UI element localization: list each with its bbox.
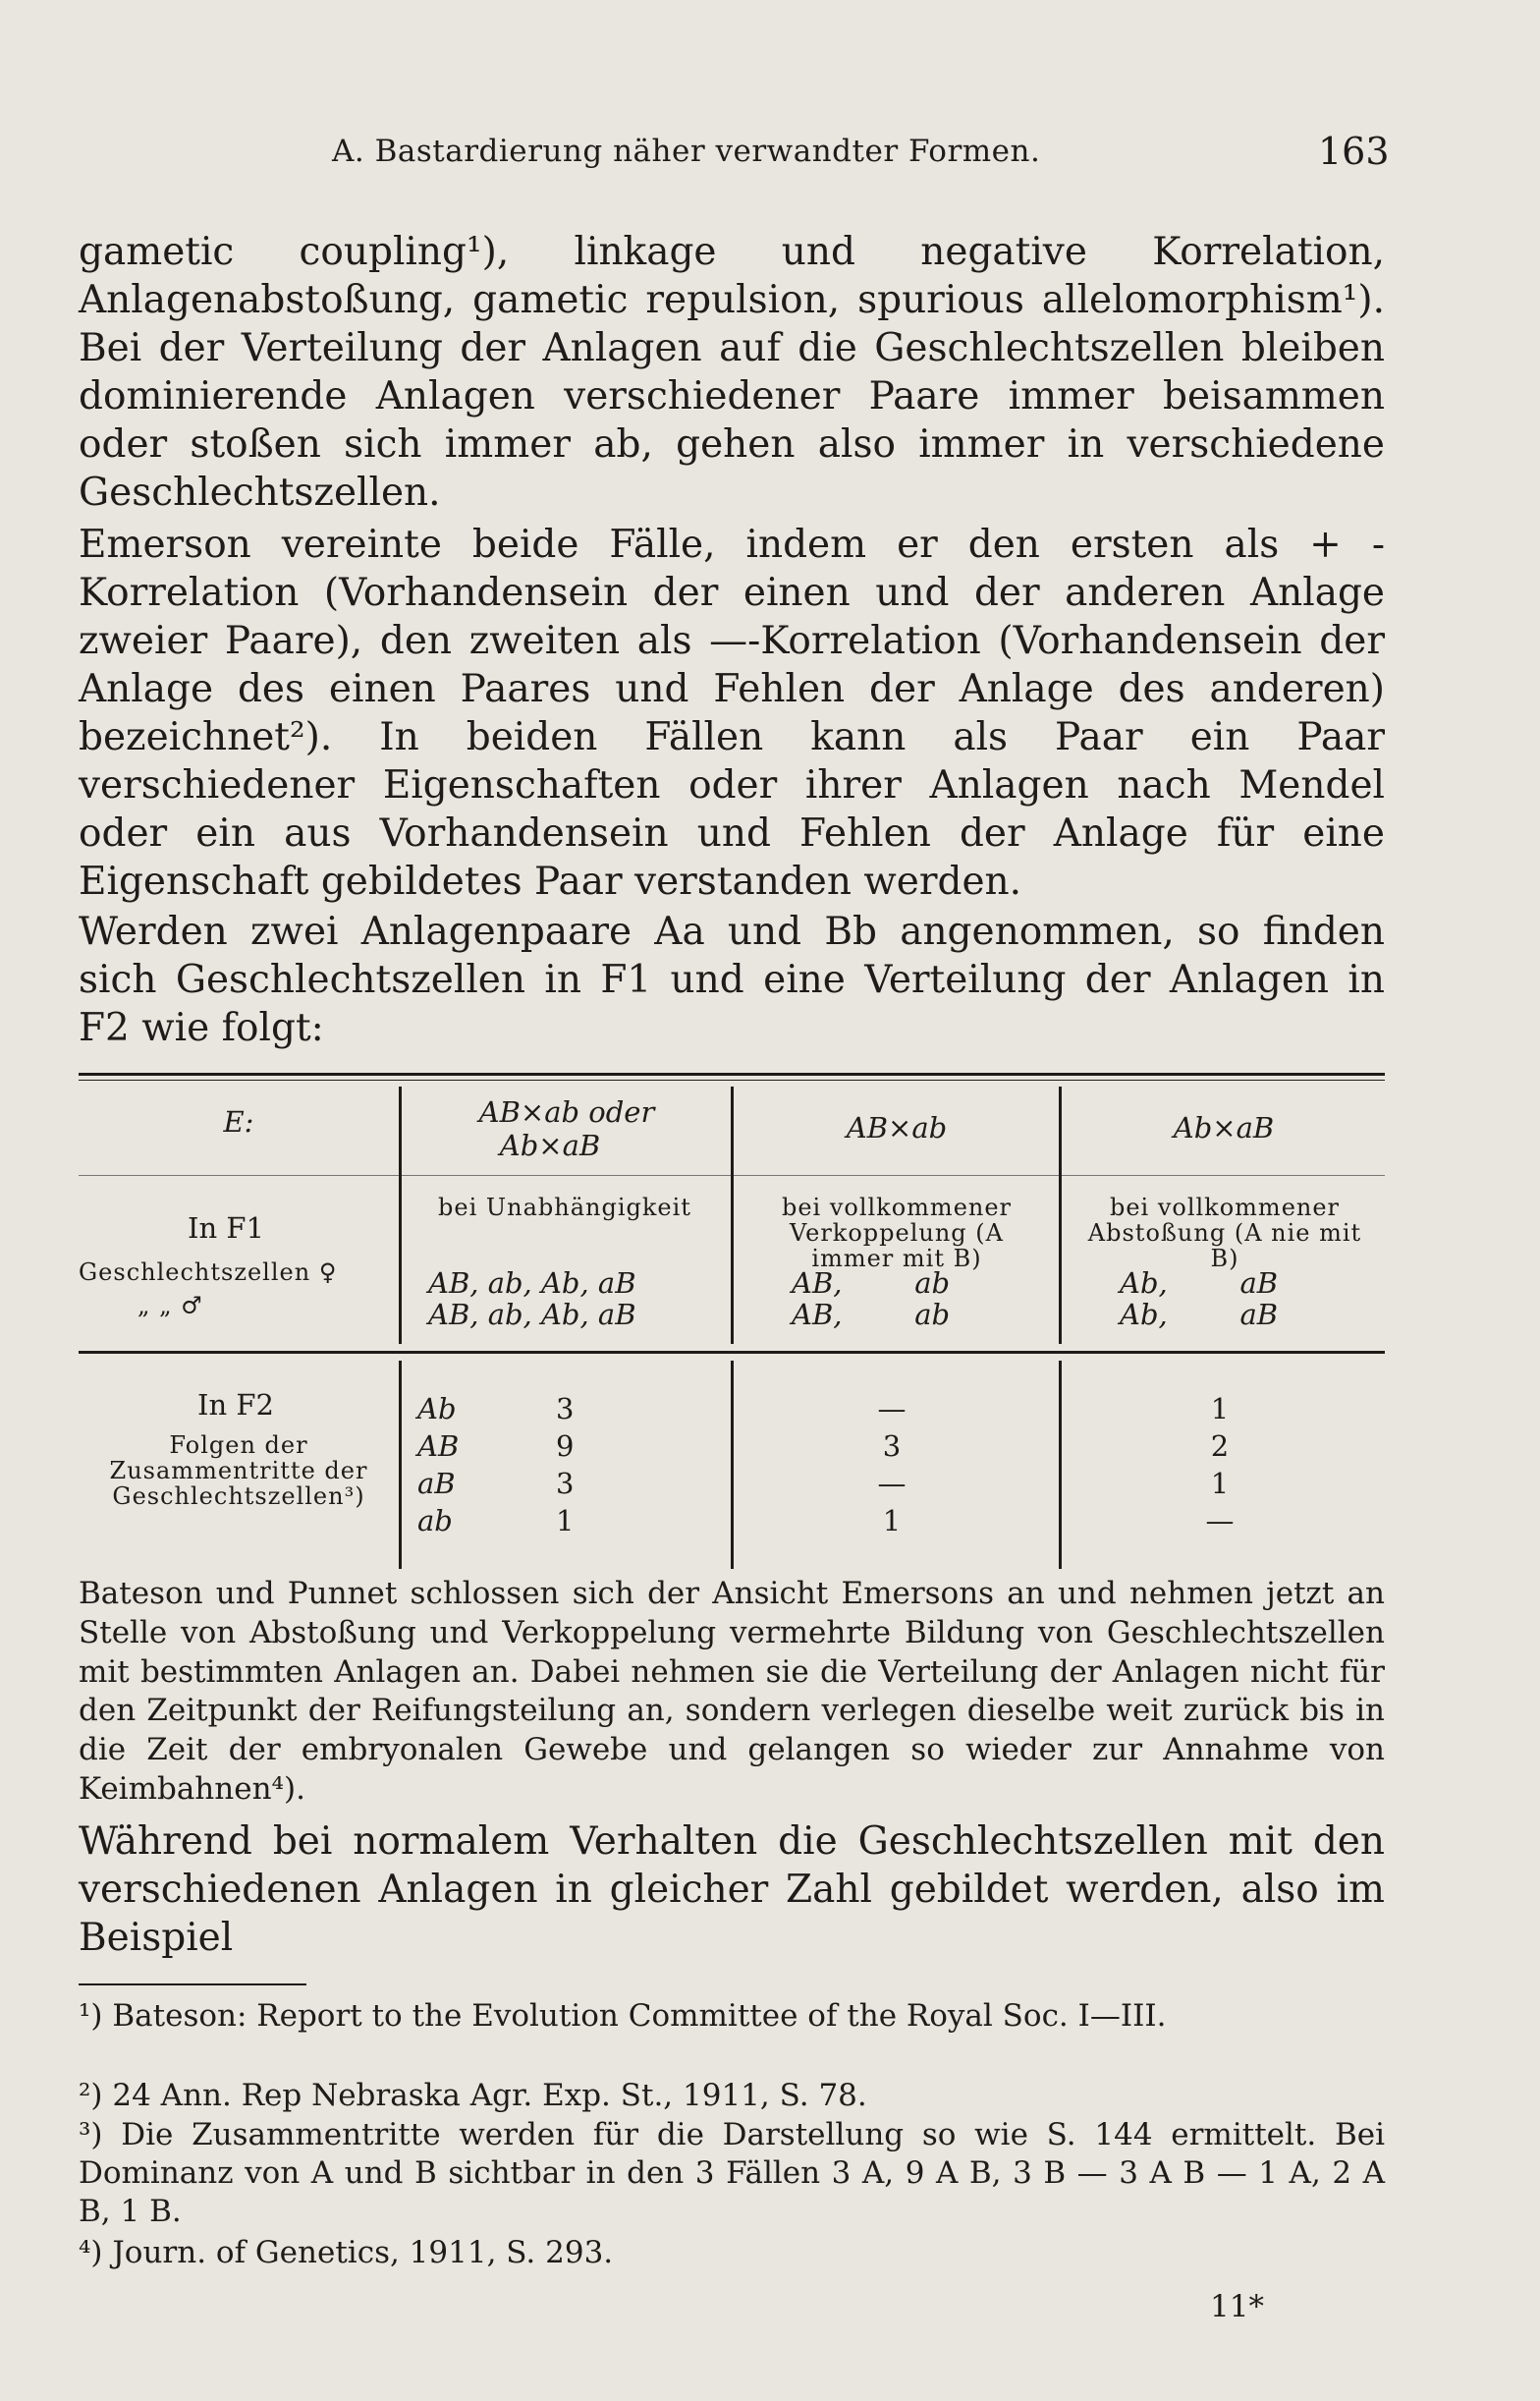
f1-col2-male: AB, ab [792, 1298, 951, 1331]
f2-label: In F2 [197, 1388, 274, 1422]
f1-col2-female: AB, ab [792, 1266, 951, 1300]
f2-genotype: Ab [417, 1392, 457, 1425]
footnote-1: ¹) Bateson: Report to the Evolution Committee of the Royal Soc. I—III. [79, 1998, 1167, 2034]
f1-col3-male: Ab, aB [1120, 1298, 1279, 1331]
page-number: 163 [1318, 130, 1390, 173]
f2-count-repelled: — [1205, 1504, 1235, 1537]
f2-count-coupled: 3 [882, 1429, 902, 1463]
col-divider-2a [731, 1087, 734, 1344]
header-col3: Ab×aB [1173, 1111, 1275, 1145]
f2-genotype: aB [417, 1467, 456, 1500]
f2-count-repelled: 1 [1210, 1392, 1230, 1425]
running-title: A. Bastardierung näher verwandter Formen. [332, 134, 1041, 169]
f2-sub: Folgen der Zusammentritte der Geschlechtszellen³) [109, 1431, 368, 1510]
header-col1-line2: Ab×aB [499, 1129, 601, 1162]
f1-col3-note: bei vollkommener Abstoßung (A nie mit B) [1087, 1194, 1362, 1272]
header-col2: AB×ab [846, 1111, 948, 1145]
f1-col1-female: AB, ab, Ab, aB [428, 1266, 636, 1300]
f2-count-coupled: 1 [882, 1504, 902, 1537]
f1-sub-female: Geschlechtszellen ♀ [79, 1258, 338, 1286]
paragraph-1: gametic coupling¹), linkage und negative Korrelation, Anlagenabstoßung, gametic repulsion, spurious allelomorphism¹). Bei der Verteilung der Anlagen auf die Geschlechtszellen bleiben dominierende Anlagen verschiedener Paare immer beisammen oder stoßen sich immer ab, gehen also immer in verschiedene Geschlechtszellen. [79, 230, 1385, 515]
table-f1-rule [79, 1351, 1385, 1354]
f2-genotype: ab [417, 1504, 453, 1537]
f2-count-indep: 9 [556, 1429, 575, 1463]
footnote-rule [79, 1983, 306, 1985]
f2-count-repelled: 1 [1210, 1467, 1230, 1500]
table-top-rule [79, 1073, 1385, 1076]
header-e: E: [223, 1105, 254, 1139]
f1-col2-note: bei vollkommener Verkoppelung (A immer mit B) [781, 1194, 1013, 1272]
f2-count-indep: 3 [556, 1392, 575, 1425]
footnote-4: ⁴) Journ. of Genetics, 1911, S. 293. [79, 2235, 614, 2270]
inheritance-table [79, 1073, 1385, 1574]
paragraph-4: Bateson und Punnet schlossen sich der Ansicht Emersons an und nehmen jetzt an Stelle von Abstoßung und Verkoppelung vermehrte Bildung von Geschlechtszellen mit bestimmten Anlagen an. Dabei nehmen sie die Verteilung der Anlagen nicht für den Zeitpunkt der Reifungsteilung an, sondern verlegen dieselbe weit zurück bis in die Zeit der embryonalen Gewebe und gelangen so wieder zur Annahme von Keimbahnen⁴). [79, 1576, 1385, 1807]
signature-mark: 11* [1210, 2289, 1264, 2324]
f1-col3-female: Ab, aB [1120, 1266, 1279, 1300]
f1-sub-male: „ „ ♂ [138, 1292, 203, 1319]
paragraph-2: Emerson vereinte beide Fälle, indem er den ersten als + -Korrelation (Vorhandensein der einen und der anderen Anlage zweier Paare), den zweiten als —-Korrelation (Vorhandensein der Anlage des einen Paares und Fehlen der Anlage des anderen) bezeichnet²). In beiden Fällen kann als Paar ein Paar verschiedener Eigenschaften oder ihrer Anlagen nach Mendel oder ein aus Vorhandensein und Fehlen der Anlage für eine Eigenschaft gebildetes Paar verstanden werden. [79, 523, 1385, 904]
f2-count-coupled: — [877, 1392, 907, 1425]
footnote-3: ³) Die Zusammentritte werden für die Darstellung so wie S. 144 ermittelt. Bei Dominanz von A und B sichtbar in den 3 Fällen 3 A, 9 A B, 3 B — 3 A B — 1 A, 2 A B, 1 B. [79, 2117, 1385, 2229]
col-divider-1a [399, 1087, 402, 1344]
col-divider-2b [731, 1361, 734, 1569]
f1-col1-note: bei Unabhängigkeit [438, 1194, 691, 1221]
col-divider-1b [399, 1361, 402, 1569]
f2-genotype: AB [417, 1429, 460, 1463]
header-col1-line1: AB×ab oder [478, 1095, 655, 1129]
paragraph-3: Werden zwei Anlagenpaare Aa und Bb angenommen, so finden sich Geschlechtszellen in F1 und eine Verteilung der Anlagen in F2 wie folgt: [79, 910, 1385, 1050]
f2-count-repelled: 2 [1210, 1429, 1230, 1463]
f1-label: In F1 [188, 1211, 264, 1245]
f2-count-indep: 3 [556, 1467, 575, 1500]
f2-count-coupled: — [877, 1467, 907, 1500]
col-divider-3a [1059, 1087, 1062, 1344]
paragraph-5: Während bei normalem Verhalten die Geschlechtszellen mit den verschiedenen Anlagen in gleicher Zahl gebildet werden, also im Beispiel [79, 1819, 1385, 1960]
f2-count-indep: 1 [556, 1504, 575, 1537]
col-divider-3b [1059, 1361, 1062, 1569]
f1-col1-male: AB, ab, Ab, aB [428, 1298, 636, 1331]
footnote-2: ²) 24 Ann. Rep Nebraska Agr. Exp. St., 1911, S. 78. [79, 2078, 867, 2113]
table-top-rule-thin [79, 1080, 1385, 1081]
